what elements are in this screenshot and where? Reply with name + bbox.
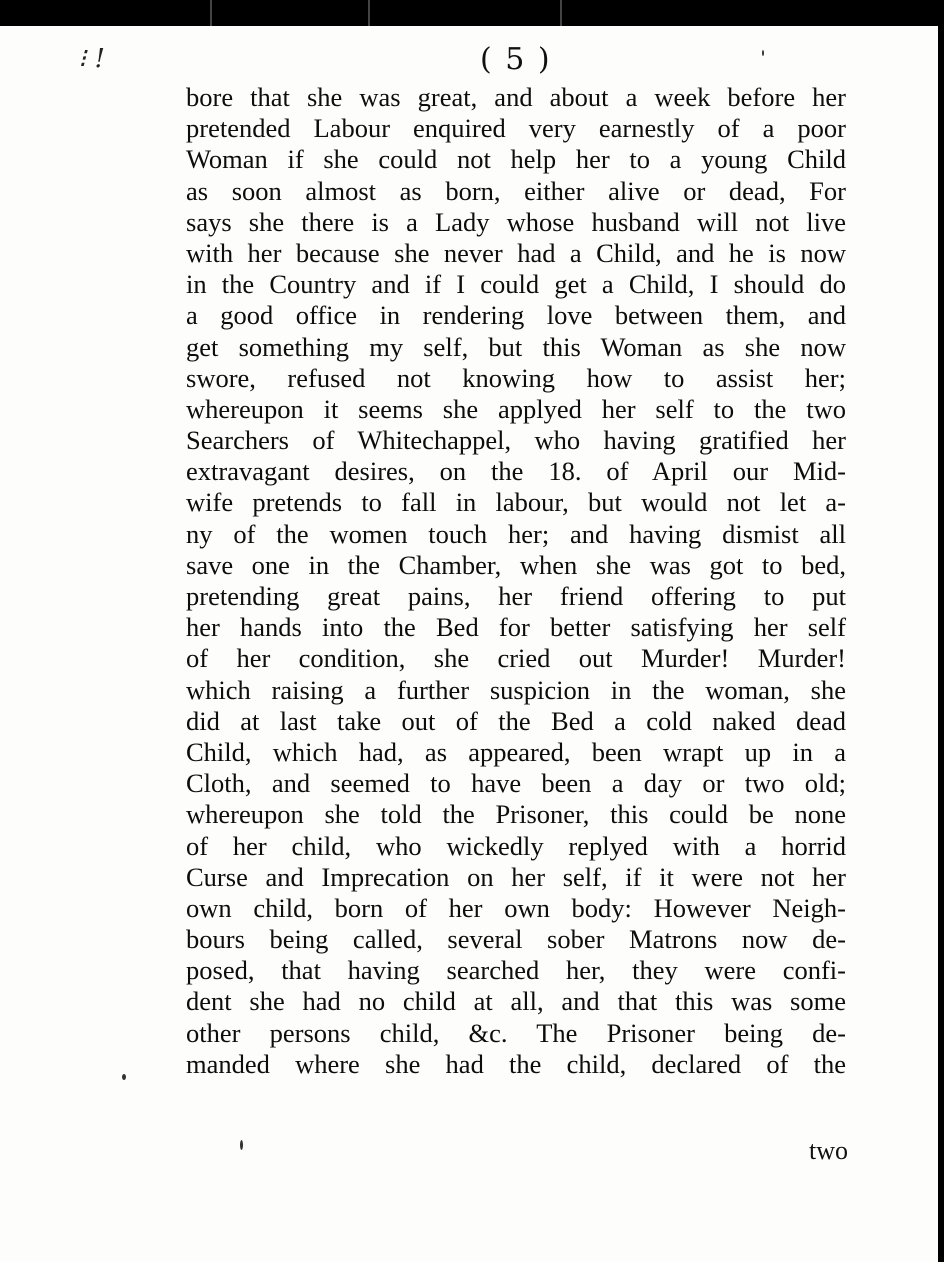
text-line: manded where she had the child, declared of the (186, 1048, 846, 1079)
text-line: did at last take out of the Bed a cold naked dead (186, 705, 846, 736)
text-line: own child, born of her own body: However Neigh- (186, 892, 846, 923)
text-line: swore, refused not knowing how to assist her; (186, 362, 846, 393)
text-line: bours being called, several sober Matrons now de- (186, 924, 846, 955)
text-line: Child, which had, as appeared, been wrapt up in a (186, 736, 846, 767)
text-line: get something my self, but this Woman as she now (186, 331, 846, 362)
text-line: in the Country and if I could get a Child, I should do (186, 269, 846, 300)
text-line: Curse and Imprecation on her self, if it were not her (186, 861, 846, 892)
page-number: ( 5 ) (480, 42, 552, 77)
text-line: whereupon she told the Prisoner, this could be none (186, 799, 846, 830)
scan-streak (210, 0, 212, 26)
text-line: other persons child, &c. The Prisoner being de- (186, 1017, 846, 1048)
text-line: Woman if she could not help her to a young Child (186, 144, 846, 175)
text-line: pretended Labour enquired very earnestly of a poor (186, 113, 846, 144)
text-line: save one in the Chamber, when she was got to bed, (186, 549, 846, 580)
text-line: dent she had no child at all, and that this was some (186, 986, 846, 1017)
text-line: whereupon it seems she applyed her self to the two (186, 393, 846, 424)
text-line: a good office in rendering love between them, and (186, 300, 846, 331)
text-line: as soon almost as born, either alive or dead, For (186, 175, 846, 206)
text-line: ny of the women touch her; and having dismist all (186, 518, 846, 549)
text-line: with her because she never had a Child, and he is now (186, 237, 846, 268)
text-line: says she there is a Lady whose husband will not live (186, 206, 846, 237)
text-line: Cloth, and seemed to have been a day or two old; (186, 768, 846, 799)
body-text (186, 82, 846, 1080)
text-line: Searchers of Whitechappel, who having gratified her (186, 425, 846, 456)
text-line: pretending great pains, her friend offering to put (186, 581, 846, 611)
text-line: of her condition, she cried out Murder! Murder! (186, 643, 846, 674)
text-line: bore that she was great, and about a week before her (186, 82, 846, 112)
text-line: extravagant desires, on the 18. of April our Mid- (186, 456, 846, 487)
scan-streak (368, 0, 370, 26)
ink-speck (762, 50, 764, 56)
text-line: wife pretends to fall in labour, but would not let a- (186, 487, 846, 518)
scan-streak (560, 0, 562, 26)
ink-speck (240, 1140, 243, 1150)
text-line: of her child, who wickedly replyed with a horrid (186, 830, 846, 861)
text-line: which raising a further suspicion in the woman, she (186, 674, 846, 705)
margin-mark: ⁝ ! (78, 44, 105, 74)
text-line: posed, that having searched her, they were confi- (186, 955, 846, 986)
catchword: two (809, 1136, 848, 1165)
text-line: her hands into the Bed for better satisfying her self (186, 612, 846, 643)
ink-speck (122, 1074, 126, 1080)
